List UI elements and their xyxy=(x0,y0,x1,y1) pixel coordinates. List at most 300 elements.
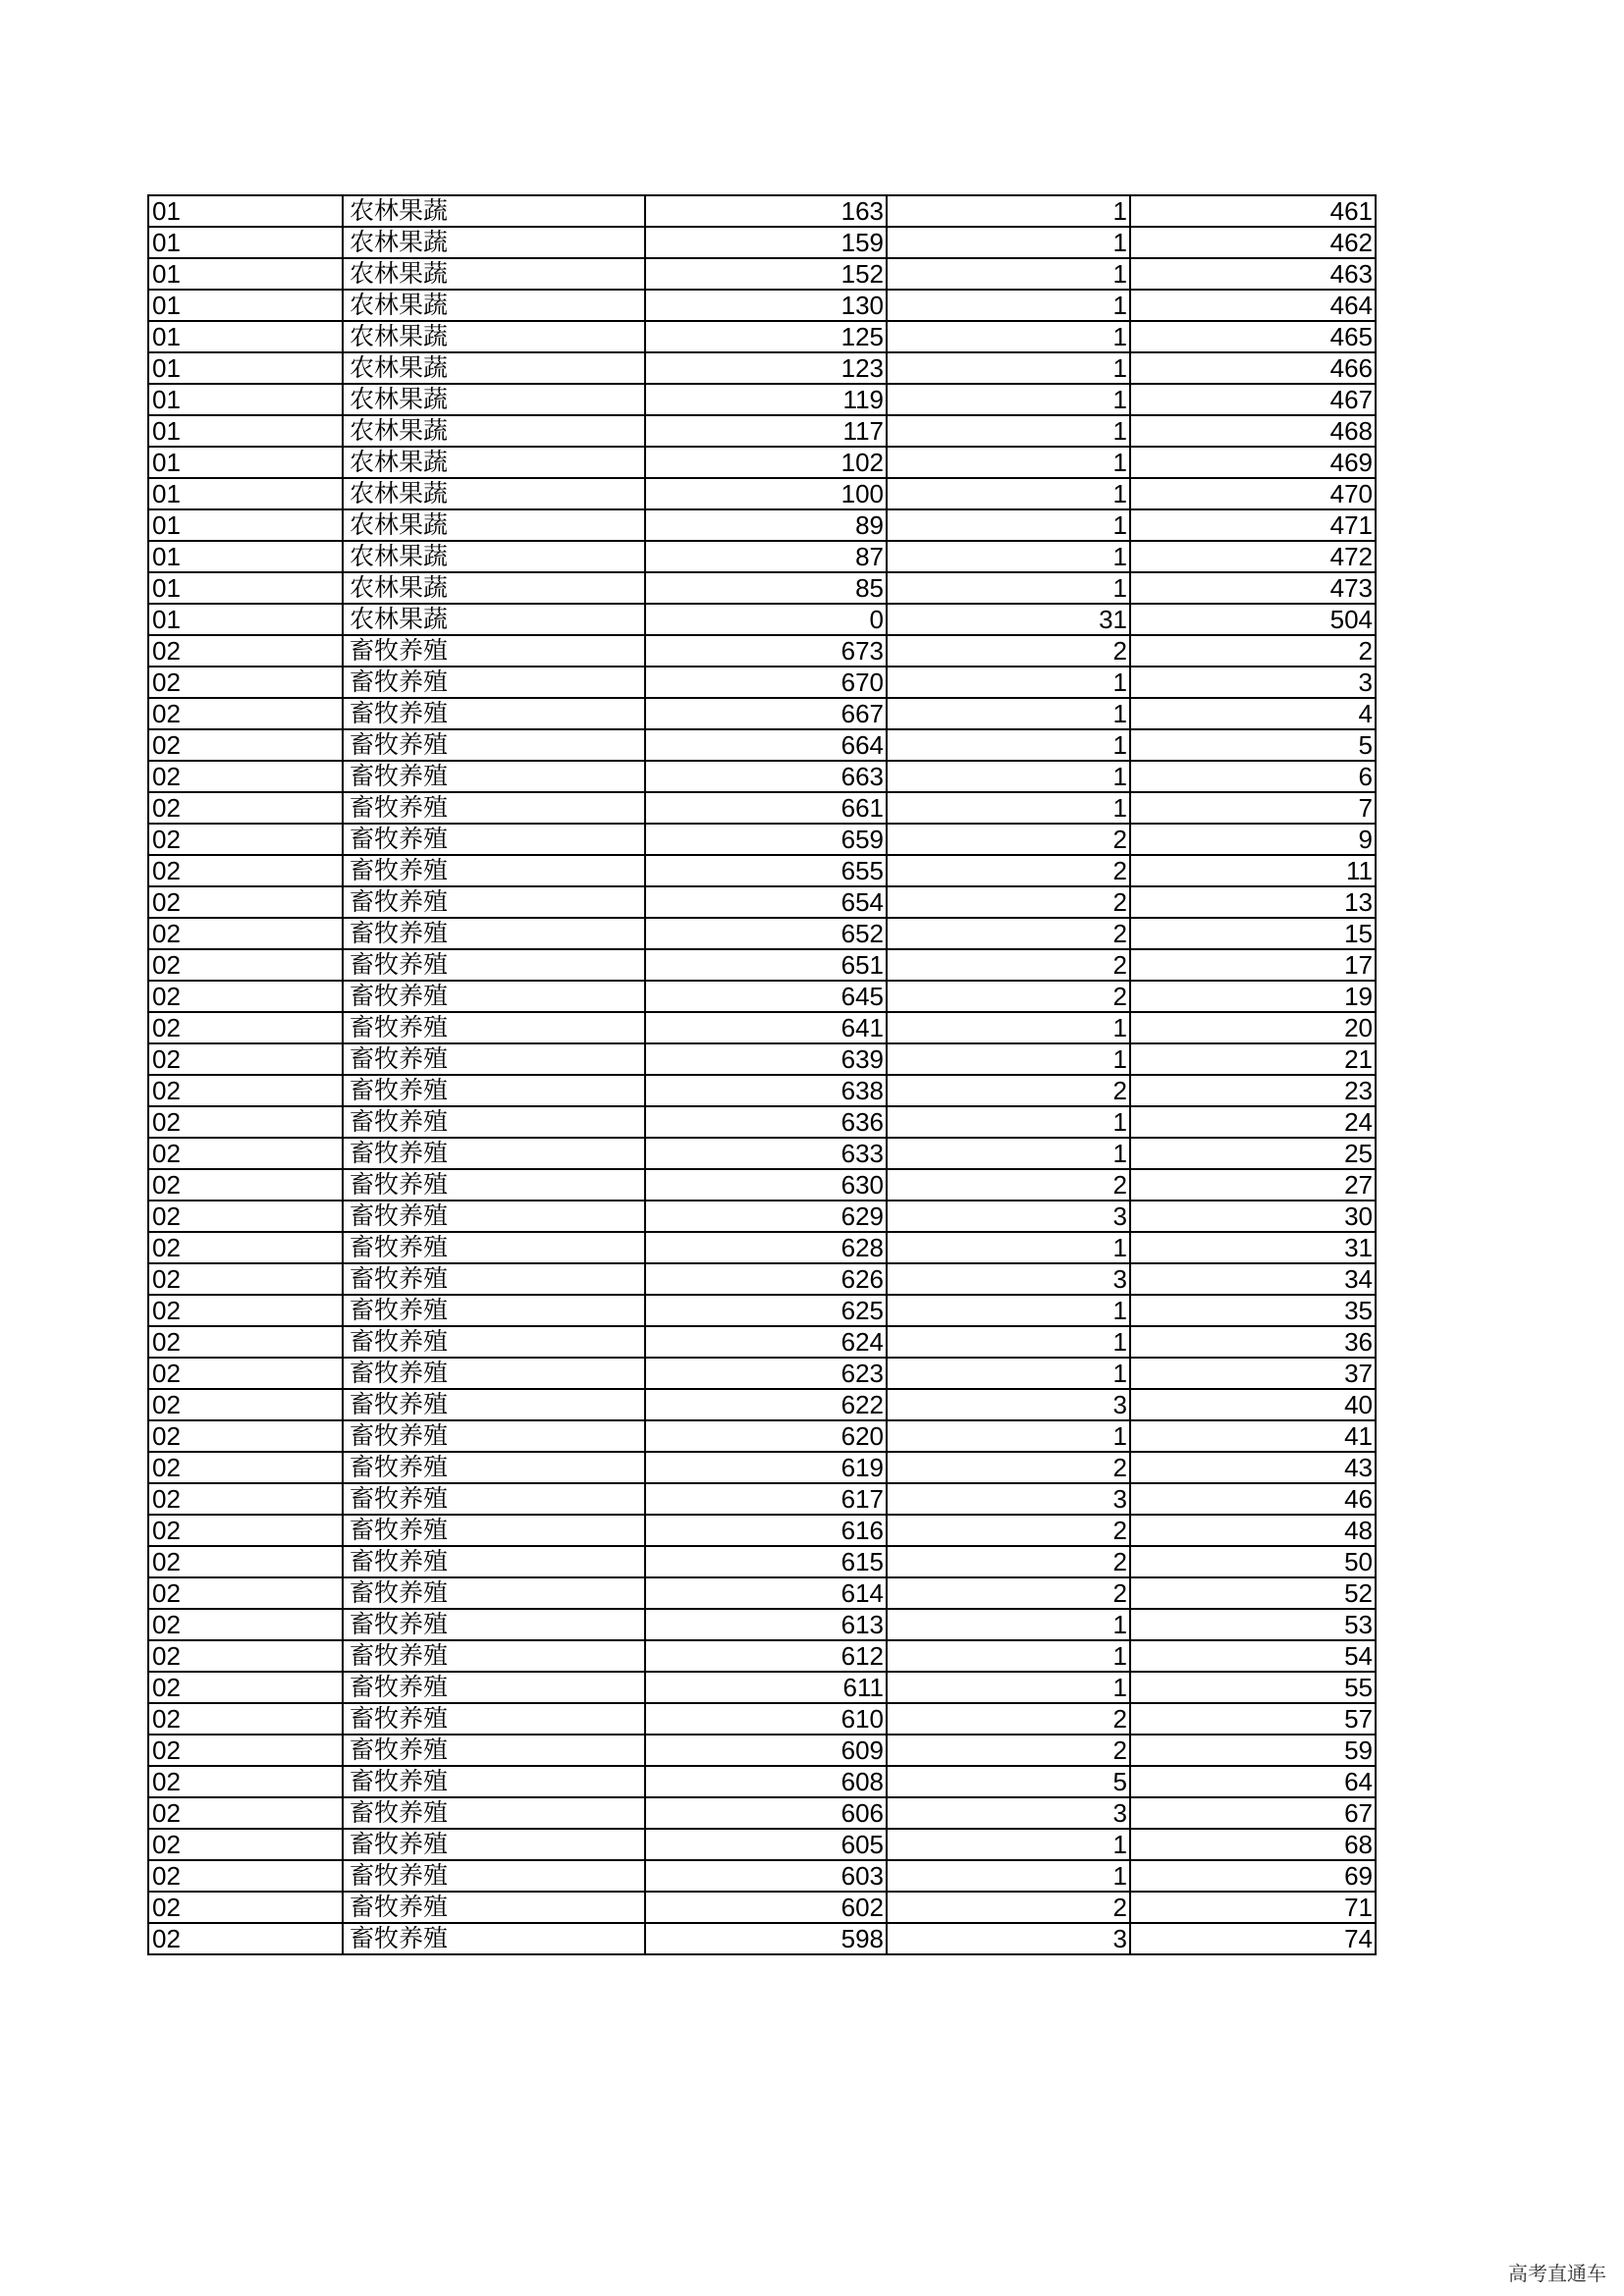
count-cell: 2 xyxy=(887,635,1130,667)
category-name-cell: 畜牧养殖 xyxy=(343,761,645,792)
category-code-cell: 02 xyxy=(148,1672,343,1703)
count-cell: 1 xyxy=(887,1232,1130,1263)
score-cell: 163 xyxy=(645,195,887,227)
count-cell: 1 xyxy=(887,352,1130,384)
score-cell: 615 xyxy=(645,1546,887,1577)
cumulative-cell: 473 xyxy=(1130,572,1376,604)
table-row xyxy=(148,478,1376,509)
table-row xyxy=(148,384,1376,415)
table-row xyxy=(148,1672,1376,1703)
category-name-cell: 农林果蔬 xyxy=(343,227,645,258)
category-code-cell: 02 xyxy=(148,1169,343,1201)
cumulative-cell: 15 xyxy=(1130,918,1376,949)
category-name-cell: 畜牧养殖 xyxy=(343,1452,645,1483)
table-row xyxy=(148,1577,1376,1609)
table-row xyxy=(148,729,1376,761)
category-code-cell: 02 xyxy=(148,1515,343,1546)
score-cell: 655 xyxy=(645,855,887,886)
cumulative-cell: 25 xyxy=(1130,1138,1376,1169)
table-row xyxy=(148,572,1376,604)
score-cell: 611 xyxy=(645,1672,887,1703)
category-name-cell: 畜牧养殖 xyxy=(343,1766,645,1797)
category-name-cell: 农林果蔬 xyxy=(343,195,645,227)
category-code-cell: 02 xyxy=(148,1546,343,1577)
count-cell: 1 xyxy=(887,698,1130,729)
category-code-cell: 02 xyxy=(148,1860,343,1892)
category-code-cell: 02 xyxy=(148,1263,343,1295)
category-name-cell: 畜牧养殖 xyxy=(343,1829,645,1860)
category-name-cell: 畜牧养殖 xyxy=(343,1577,645,1609)
count-cell: 2 xyxy=(887,1169,1130,1201)
cumulative-cell: 468 xyxy=(1130,415,1376,447)
score-cell: 654 xyxy=(645,886,887,918)
cumulative-cell: 53 xyxy=(1130,1609,1376,1640)
table-row xyxy=(148,1766,1376,1797)
category-name-cell: 畜牧养殖 xyxy=(343,1201,645,1232)
category-name-cell: 畜牧养殖 xyxy=(343,635,645,667)
cumulative-cell: 34 xyxy=(1130,1263,1376,1295)
category-name-cell: 畜牧养殖 xyxy=(343,792,645,824)
cumulative-cell: 52 xyxy=(1130,1577,1376,1609)
score-cell: 130 xyxy=(645,290,887,321)
score-cell: 633 xyxy=(645,1138,887,1169)
category-code-cell: 02 xyxy=(148,1703,343,1735)
score-cell: 652 xyxy=(645,918,887,949)
score-cell: 87 xyxy=(645,541,887,572)
count-cell: 1 xyxy=(887,1138,1130,1169)
category-name-cell: 畜牧养殖 xyxy=(343,1389,645,1420)
category-name-cell: 畜牧养殖 xyxy=(343,1609,645,1640)
score-cell: 125 xyxy=(645,321,887,352)
category-code-cell: 02 xyxy=(148,824,343,855)
table-row xyxy=(148,227,1376,258)
count-cell: 2 xyxy=(887,824,1130,855)
score-cell: 628 xyxy=(645,1232,887,1263)
table-row xyxy=(148,258,1376,290)
score-cell: 630 xyxy=(645,1169,887,1201)
count-cell: 1 xyxy=(887,572,1130,604)
score-cell: 612 xyxy=(645,1640,887,1672)
category-code-cell: 02 xyxy=(148,1609,343,1640)
category-name-cell: 畜牧养殖 xyxy=(343,1735,645,1766)
table-row xyxy=(148,761,1376,792)
category-code-cell: 01 xyxy=(148,572,343,604)
score-cell: 606 xyxy=(645,1797,887,1829)
category-code-cell: 01 xyxy=(148,195,343,227)
table-row xyxy=(148,1829,1376,1860)
table-row xyxy=(148,981,1376,1012)
score-cell: 609 xyxy=(645,1735,887,1766)
table-row xyxy=(148,195,1376,227)
count-cell: 1 xyxy=(887,290,1130,321)
score-cell: 619 xyxy=(645,1452,887,1483)
count-cell: 2 xyxy=(887,1735,1130,1766)
cumulative-cell: 46 xyxy=(1130,1483,1376,1515)
table-row xyxy=(148,1106,1376,1138)
category-code-cell: 02 xyxy=(148,918,343,949)
table-row xyxy=(148,1012,1376,1043)
category-name-cell: 畜牧养殖 xyxy=(343,1640,645,1672)
count-cell: 3 xyxy=(887,1263,1130,1295)
cumulative-cell: 470 xyxy=(1130,478,1376,509)
category-name-cell: 畜牧养殖 xyxy=(343,1483,645,1515)
count-cell: 2 xyxy=(887,1892,1130,1923)
cumulative-cell: 469 xyxy=(1130,447,1376,478)
cumulative-cell: 40 xyxy=(1130,1389,1376,1420)
category-code-cell: 01 xyxy=(148,415,343,447)
cumulative-cell: 19 xyxy=(1130,981,1376,1012)
category-code-cell: 02 xyxy=(148,1232,343,1263)
table-row xyxy=(148,321,1376,352)
category-code-cell: 01 xyxy=(148,478,343,509)
count-cell: 3 xyxy=(887,1483,1130,1515)
category-code-cell: 02 xyxy=(148,886,343,918)
table-row xyxy=(148,1452,1376,1483)
category-code-cell: 02 xyxy=(148,635,343,667)
score-cell: 673 xyxy=(645,635,887,667)
cumulative-cell: 21 xyxy=(1130,1043,1376,1075)
category-code-cell: 01 xyxy=(148,321,343,352)
cumulative-cell: 471 xyxy=(1130,509,1376,541)
score-cell: 598 xyxy=(645,1923,887,1954)
cumulative-cell: 7 xyxy=(1130,792,1376,824)
score-cell: 667 xyxy=(645,698,887,729)
cumulative-cell: 464 xyxy=(1130,290,1376,321)
table-row xyxy=(148,1201,1376,1232)
cumulative-cell: 467 xyxy=(1130,384,1376,415)
count-cell: 1 xyxy=(887,761,1130,792)
category-name-cell: 畜牧养殖 xyxy=(343,1326,645,1358)
table-row xyxy=(148,1515,1376,1546)
cumulative-cell: 57 xyxy=(1130,1703,1376,1735)
score-cell: 152 xyxy=(645,258,887,290)
category-name-cell: 畜牧养殖 xyxy=(343,1420,645,1452)
table-row xyxy=(148,415,1376,447)
table-row xyxy=(148,855,1376,886)
category-code-cell: 02 xyxy=(148,1735,343,1766)
score-cell: 661 xyxy=(645,792,887,824)
score-cell: 645 xyxy=(645,981,887,1012)
cumulative-cell: 466 xyxy=(1130,352,1376,384)
count-cell: 31 xyxy=(887,604,1130,635)
table-row xyxy=(148,949,1376,981)
category-name-cell: 畜牧养殖 xyxy=(343,1263,645,1295)
count-cell: 1 xyxy=(887,1012,1130,1043)
score-cell: 620 xyxy=(645,1420,887,1452)
score-cell: 602 xyxy=(645,1892,887,1923)
category-code-cell: 02 xyxy=(148,1389,343,1420)
cumulative-cell: 463 xyxy=(1130,258,1376,290)
category-name-cell: 畜牧养殖 xyxy=(343,1138,645,1169)
table-row xyxy=(148,1923,1376,1954)
table-row xyxy=(148,1169,1376,1201)
table-row xyxy=(148,886,1376,918)
table-row xyxy=(148,1735,1376,1766)
table-row xyxy=(148,667,1376,698)
category-code-cell: 02 xyxy=(148,698,343,729)
category-name-cell: 畜牧养殖 xyxy=(343,1075,645,1106)
table-row xyxy=(148,918,1376,949)
category-code-cell: 02 xyxy=(148,1452,343,1483)
category-code-cell: 02 xyxy=(148,1577,343,1609)
category-name-cell: 畜牧养殖 xyxy=(343,1012,645,1043)
count-cell: 1 xyxy=(887,1326,1130,1358)
table-row xyxy=(148,1892,1376,1923)
score-cell: 85 xyxy=(645,572,887,604)
watermark-text: 高考直通车 xyxy=(1508,2262,1606,2285)
count-cell: 2 xyxy=(887,918,1130,949)
score-cell: 614 xyxy=(645,1577,887,1609)
count-cell: 2 xyxy=(887,1546,1130,1577)
category-name-cell: 农林果蔬 xyxy=(343,509,645,541)
cumulative-cell: 67 xyxy=(1130,1797,1376,1829)
score-cell: 624 xyxy=(645,1326,887,1358)
cumulative-cell: 11 xyxy=(1130,855,1376,886)
cumulative-cell: 20 xyxy=(1130,1012,1376,1043)
category-name-cell: 农林果蔬 xyxy=(343,321,645,352)
score-cell: 605 xyxy=(645,1829,887,1860)
category-name-cell: 畜牧养殖 xyxy=(343,1169,645,1201)
table-row xyxy=(148,541,1376,572)
score-cell: 123 xyxy=(645,352,887,384)
count-cell: 2 xyxy=(887,1075,1130,1106)
score-cell: 638 xyxy=(645,1075,887,1106)
category-code-cell: 02 xyxy=(148,1797,343,1829)
table-row xyxy=(148,1138,1376,1169)
category-name-cell: 畜牧养殖 xyxy=(343,698,645,729)
category-code-cell: 02 xyxy=(148,1420,343,1452)
cumulative-cell: 35 xyxy=(1130,1295,1376,1326)
cumulative-cell: 6 xyxy=(1130,761,1376,792)
category-code-cell: 02 xyxy=(148,1138,343,1169)
cumulative-cell: 59 xyxy=(1130,1735,1376,1766)
table-row xyxy=(148,1232,1376,1263)
cumulative-cell: 9 xyxy=(1130,824,1376,855)
cumulative-cell: 74 xyxy=(1130,1923,1376,1954)
table-row xyxy=(148,1546,1376,1577)
cumulative-cell: 48 xyxy=(1130,1515,1376,1546)
category-name-cell: 畜牧养殖 xyxy=(343,1106,645,1138)
table-row xyxy=(148,1075,1376,1106)
category-name-cell: 农林果蔬 xyxy=(343,290,645,321)
count-cell: 1 xyxy=(887,321,1130,352)
count-cell: 1 xyxy=(887,1860,1130,1892)
table-row xyxy=(148,698,1376,729)
category-code-cell: 02 xyxy=(148,949,343,981)
category-code-cell: 01 xyxy=(148,447,343,478)
category-code-cell: 02 xyxy=(148,667,343,698)
count-cell: 1 xyxy=(887,1106,1130,1138)
category-code-cell: 02 xyxy=(148,1012,343,1043)
category-name-cell: 畜牧养殖 xyxy=(343,667,645,698)
category-name-cell: 畜牧养殖 xyxy=(343,729,645,761)
category-code-cell: 02 xyxy=(148,729,343,761)
table-row xyxy=(148,447,1376,478)
score-cell: 651 xyxy=(645,949,887,981)
category-code-cell: 02 xyxy=(148,1483,343,1515)
category-name-cell: 农林果蔬 xyxy=(343,415,645,447)
count-cell: 1 xyxy=(887,1358,1130,1389)
category-code-cell: 01 xyxy=(148,290,343,321)
category-code-cell: 02 xyxy=(148,1829,343,1860)
count-cell: 3 xyxy=(887,1201,1130,1232)
score-cell: 622 xyxy=(645,1389,887,1420)
category-code-cell: 02 xyxy=(148,761,343,792)
count-cell: 1 xyxy=(887,1420,1130,1452)
category-code-cell: 02 xyxy=(148,1106,343,1138)
score-cell: 159 xyxy=(645,227,887,258)
category-name-cell: 畜牧养殖 xyxy=(343,1703,645,1735)
category-name-cell: 农林果蔬 xyxy=(343,541,645,572)
score-cell: 639 xyxy=(645,1043,887,1075)
score-cell: 659 xyxy=(645,824,887,855)
table-row xyxy=(148,1043,1376,1075)
category-code-cell: 01 xyxy=(148,352,343,384)
count-cell: 2 xyxy=(887,981,1130,1012)
cumulative-cell: 41 xyxy=(1130,1420,1376,1452)
cumulative-cell: 55 xyxy=(1130,1672,1376,1703)
category-code-cell: 02 xyxy=(148,1075,343,1106)
score-cell: 610 xyxy=(645,1703,887,1735)
table-row xyxy=(148,1703,1376,1735)
category-name-cell: 畜牧养殖 xyxy=(343,949,645,981)
count-cell: 1 xyxy=(887,729,1130,761)
category-name-cell: 农林果蔬 xyxy=(343,352,645,384)
score-cell: 100 xyxy=(645,478,887,509)
count-cell: 1 xyxy=(887,509,1130,541)
category-name-cell: 畜牧养殖 xyxy=(343,855,645,886)
score-cell: 616 xyxy=(645,1515,887,1546)
category-code-cell: 02 xyxy=(148,1766,343,1797)
category-name-cell: 农林果蔬 xyxy=(343,572,645,604)
score-cell: 664 xyxy=(645,729,887,761)
score-cell: 613 xyxy=(645,1609,887,1640)
count-cell: 1 xyxy=(887,1295,1130,1326)
count-cell: 1 xyxy=(887,415,1130,447)
table-row xyxy=(148,1609,1376,1640)
category-name-cell: 农林果蔬 xyxy=(343,478,645,509)
count-cell: 3 xyxy=(887,1923,1130,1954)
count-cell: 2 xyxy=(887,1703,1130,1735)
score-cell: 636 xyxy=(645,1106,887,1138)
category-code-cell: 01 xyxy=(148,541,343,572)
cumulative-cell: 4 xyxy=(1130,698,1376,729)
score-cell: 603 xyxy=(645,1860,887,1892)
score-cell: 119 xyxy=(645,384,887,415)
table-row xyxy=(148,635,1376,667)
category-code-cell: 02 xyxy=(148,1640,343,1672)
category-name-cell: 农林果蔬 xyxy=(343,258,645,290)
table-row xyxy=(148,1420,1376,1452)
table-row xyxy=(148,1295,1376,1326)
cumulative-cell: 64 xyxy=(1130,1766,1376,1797)
category-code-cell: 01 xyxy=(148,604,343,635)
category-name-cell: 畜牧养殖 xyxy=(343,1546,645,1577)
score-cell: 626 xyxy=(645,1263,887,1295)
count-cell: 2 xyxy=(887,949,1130,981)
cumulative-cell: 2 xyxy=(1130,635,1376,667)
cumulative-cell: 68 xyxy=(1130,1829,1376,1860)
count-cell: 2 xyxy=(887,1577,1130,1609)
category-code-cell: 02 xyxy=(148,855,343,886)
category-name-cell: 畜牧养殖 xyxy=(343,1358,645,1389)
count-cell: 1 xyxy=(887,384,1130,415)
category-code-cell: 02 xyxy=(148,792,343,824)
count-cell: 1 xyxy=(887,1829,1130,1860)
cumulative-cell: 27 xyxy=(1130,1169,1376,1201)
table-row xyxy=(148,1860,1376,1892)
score-cell: 641 xyxy=(645,1012,887,1043)
cumulative-cell: 31 xyxy=(1130,1232,1376,1263)
category-name-cell: 畜牧养殖 xyxy=(343,1860,645,1892)
cumulative-cell: 462 xyxy=(1130,227,1376,258)
table-row xyxy=(148,1263,1376,1295)
category-name-cell: 农林果蔬 xyxy=(343,384,645,415)
cumulative-cell: 17 xyxy=(1130,949,1376,981)
score-cell: 663 xyxy=(645,761,887,792)
table-row xyxy=(148,1358,1376,1389)
category-name-cell: 畜牧养殖 xyxy=(343,886,645,918)
score-cell: 102 xyxy=(645,447,887,478)
category-code-cell: 02 xyxy=(148,981,343,1012)
count-cell: 1 xyxy=(887,478,1130,509)
cumulative-cell: 37 xyxy=(1130,1358,1376,1389)
table-row xyxy=(148,604,1376,635)
cumulative-cell: 36 xyxy=(1130,1326,1376,1358)
count-cell: 2 xyxy=(887,1515,1130,1546)
cumulative-cell: 13 xyxy=(1130,886,1376,918)
table-row xyxy=(148,1326,1376,1358)
category-name-cell: 畜牧养殖 xyxy=(343,981,645,1012)
count-cell: 5 xyxy=(887,1766,1130,1797)
table-row xyxy=(148,1483,1376,1515)
category-name-cell: 畜牧养殖 xyxy=(343,824,645,855)
table-row xyxy=(148,1640,1376,1672)
category-name-cell: 畜牧养殖 xyxy=(343,1892,645,1923)
score-table xyxy=(147,194,1377,1955)
table-row xyxy=(148,824,1376,855)
category-code-cell: 01 xyxy=(148,384,343,415)
score-cell: 617 xyxy=(645,1483,887,1515)
score-cell: 623 xyxy=(645,1358,887,1389)
cumulative-cell: 472 xyxy=(1130,541,1376,572)
count-cell: 1 xyxy=(887,258,1130,290)
cumulative-cell: 69 xyxy=(1130,1860,1376,1892)
count-cell: 1 xyxy=(887,1672,1130,1703)
count-cell: 3 xyxy=(887,1389,1130,1420)
table-row xyxy=(148,290,1376,321)
category-name-cell: 畜牧养殖 xyxy=(343,918,645,949)
count-cell: 3 xyxy=(887,1797,1130,1829)
category-name-cell: 畜牧养殖 xyxy=(343,1295,645,1326)
category-code-cell: 02 xyxy=(148,1892,343,1923)
category-name-cell: 畜牧养殖 xyxy=(343,1797,645,1829)
category-code-cell: 01 xyxy=(148,227,343,258)
cumulative-cell: 30 xyxy=(1130,1201,1376,1232)
category-code-cell: 01 xyxy=(148,258,343,290)
count-cell: 2 xyxy=(887,1452,1130,1483)
count-cell: 1 xyxy=(887,447,1130,478)
cumulative-cell: 71 xyxy=(1130,1892,1376,1923)
category-code-cell: 02 xyxy=(148,1326,343,1358)
score-cell: 670 xyxy=(645,667,887,698)
score-cell: 0 xyxy=(645,604,887,635)
table-row xyxy=(148,792,1376,824)
cumulative-cell: 24 xyxy=(1130,1106,1376,1138)
score-cell: 629 xyxy=(645,1201,887,1232)
table-row xyxy=(148,352,1376,384)
category-name-cell: 畜牧养殖 xyxy=(343,1923,645,1954)
